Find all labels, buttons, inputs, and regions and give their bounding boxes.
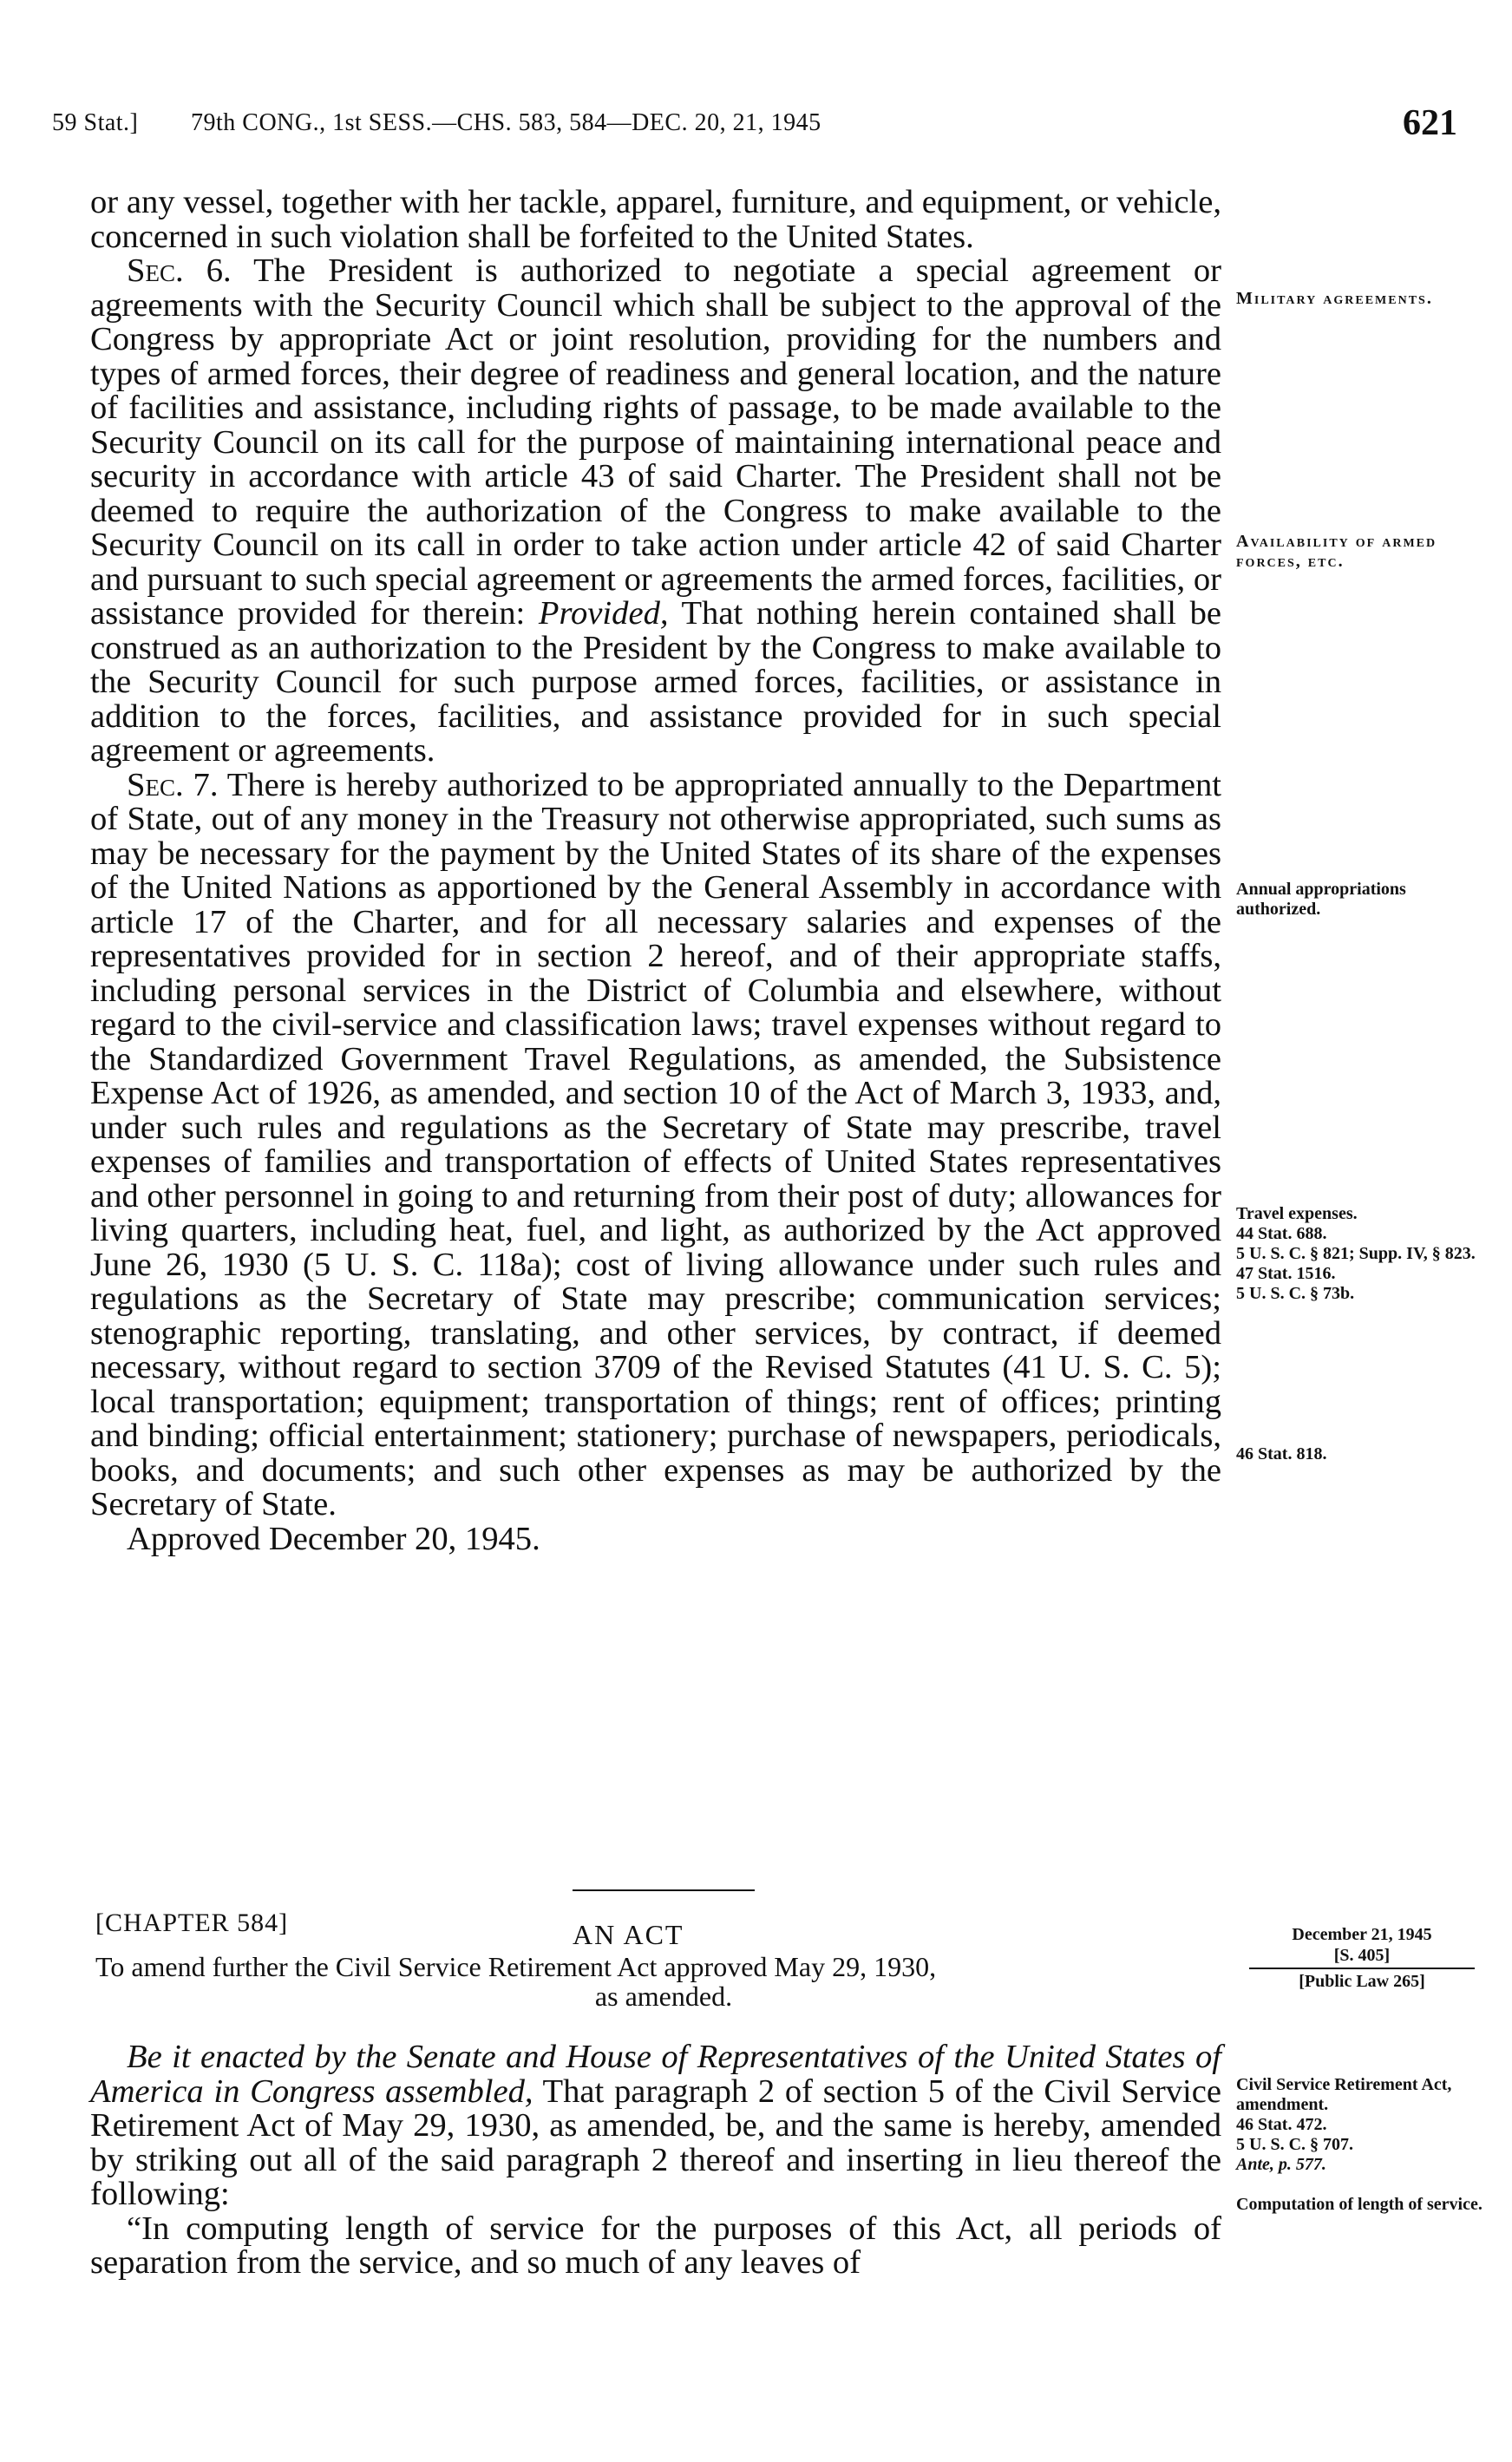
margin-note-line: 5 U. S. C. § 707.	[1236, 2135, 1354, 2154]
page-number: 621	[1403, 103, 1457, 143]
margin-note-travel	[1236, 1204, 1488, 1304]
header-volume: 59 Stat.]	[52, 109, 139, 136]
chapter-label: [CHAPTER 584]	[95, 1909, 289, 1937]
enacting-italic: Be it enacted by the Senate and House of Representatives of the United States of America in Congress assembled,	[90, 2039, 1221, 2110]
paragraph-text: The President is authorized to negotiate a special agreement or agreements with the Security Council which shall be subject to the approval of the Congress by appropriate Act or joint resolution, providing for the numbers and types of armed forces, their degree of readiness and general location, and the nature of facilities and assistance, including rights of passage, to be made available to the Security Council on its call for the purpose of maintaining international peace and security in accordance with article 43 of said Charter. The President shall not be deemed to require the authorization of the Congress to make available to the Security Council on its call in order to take action under article 42 of said Charter and pursuant to such special agreement or agreements the armed forces, facilities, or assistance provided for therein:	[90, 252, 1221, 632]
main-text	[90, 186, 1221, 1556]
enacting-body: That paragraph 2 of section 5 of the Civil Service Retirement Act of May 29, 1930, as amended, be, and the same is hereby, amended by striking out all of the said paragraph 2 thereof and inserting in lieu thereof the following:	[90, 2072, 1221, 2212]
section-label: Sec. 7.	[127, 766, 219, 803]
margin-note-line: 44 Stat. 688.	[1236, 1224, 1327, 1243]
margin-note-line: 47 Stat. 1516.	[1236, 1264, 1336, 1283]
proviso-italic: Provided,	[538, 595, 669, 632]
enacting-clause	[90, 2040, 1221, 2212]
paragraph-sec-6	[90, 254, 1221, 769]
margin-note-availability: Availability of armed forces, etc.	[1236, 532, 1437, 571]
margin-note-civil-service	[1236, 2075, 1488, 2175]
bill-info-rule	[1249, 1968, 1475, 1969]
act-purpose	[95, 1952, 1232, 2011]
margin-note-line: 5 U. S. C. § 821; Supp. IV, § 823.	[1236, 1244, 1476, 1263]
bill-info	[1249, 1924, 1475, 1992]
margin-note-line: Civil Service Retirement Act, amendment.	[1236, 2075, 1452, 2114]
margin-note-annual: Annual appropriations authorized.	[1236, 880, 1406, 919]
purpose-line: To amend further the Civil Service Retirement Act approved May 29, 1930,	[95, 1951, 937, 1982]
margin-note-line: Travel expenses.	[1236, 1204, 1358, 1223]
margin-note-military: Military agreements.	[1236, 289, 1433, 308]
margin-note-line: 5 U. S. C. § 73b.	[1236, 1284, 1355, 1303]
approved-line: Approved December 20, 1945.	[127, 1520, 540, 1557]
bill-number: [S. 405]	[1333, 1946, 1391, 1965]
enacting-text	[90, 2040, 1221, 2281]
section-label: Sec. 6.	[127, 252, 232, 289]
an-act-heading: AN ACT	[573, 1919, 684, 1950]
margin-note-line: 46 Stat. 472.	[1236, 2115, 1327, 2134]
quoted-amendment: “In computing length of service for the purposes of this Act, all periods of separation from the service, and so much of any leaves of	[90, 2210, 1221, 2281]
purpose-line: as amended.	[594, 1981, 733, 2012]
public-law-number: [Public Law 265]	[1299, 1972, 1425, 1991]
margin-note-stat-818: 46 Stat. 818.	[1236, 1444, 1327, 1463]
enactment-date: December 21, 1945	[1292, 1925, 1432, 1944]
section-divider	[573, 1889, 755, 1891]
paragraph-sec-7	[90, 766, 1221, 1522]
paragraph-text: That nothing herein contained shall be construed as an authorization to the President by the Congress to make available to the Security Council for such purpose armed forces, facilities, or assistance in addition to the forces, facilities, and assistance provided for in such special agreement or agreements.	[90, 595, 1222, 769]
paragraph-text: There is hereby authorized to be appropriated annually to the Department of State, out of any money in the Treasury not otherwise appropriated, such sums as may be necessary for the payment by the United States of its share of the expenses of the United Nations as apportioned by the General Assembly in accordance with article 17 of the Charter, and for all necessary salaries and expenses of the representatives provided for in section 2 hereof, and of their appropriate staffs, including personal services in the District of Columbia and elsewhere, without regard to the civil-service and classification laws; travel expenses without regard to the Standardized Government Travel Regulations, as amended, the Subsistence Expense Act of 1926, as amended, and section 10 of the Act of March 3, 1933, and, under such rules and regulations as the Secretary of State may prescribe, travel expenses of families and transportation of effects of United States representatives and other personnel in going to and returning from their post of duty; allowances for living quarters, including heat, fuel, and light, as authorized by the Act approved June 26, 1930 (5 U. S. C. 118a); cost of living allowance under such rules and regulations as the Secretary of State may prescribe; communication services; stenographic reporting, translating, and other services, by contract, if deemed necessary, without regard to section 3709 of the Revised Statutes (41 U. S. C. 5); local transportation; equipment; transportation of things; rent of offices; printing and binding; official entertainment; stationery; purchase of newspapers, periodicals, books, and documents; and such other expenses as may be authorized by the Secretary of State.	[90, 766, 1221, 1522]
header-session: 79th CONG., 1st SESS.—CHS. 583, 584—DEC. 20, 21, 1945	[191, 109, 821, 136]
margin-note-line: Ante, p. 577.	[1236, 2155, 1326, 2174]
paragraph-continuation: or any vessel, together with her tackle, apparel, furniture, and equipment, or vehicle, concerned in such violation shall be forfeited to the United States.	[90, 184, 1221, 255]
page-header	[52, 103, 1457, 161]
margin-note-computation: Computation of length of service.	[1236, 2195, 1483, 2214]
